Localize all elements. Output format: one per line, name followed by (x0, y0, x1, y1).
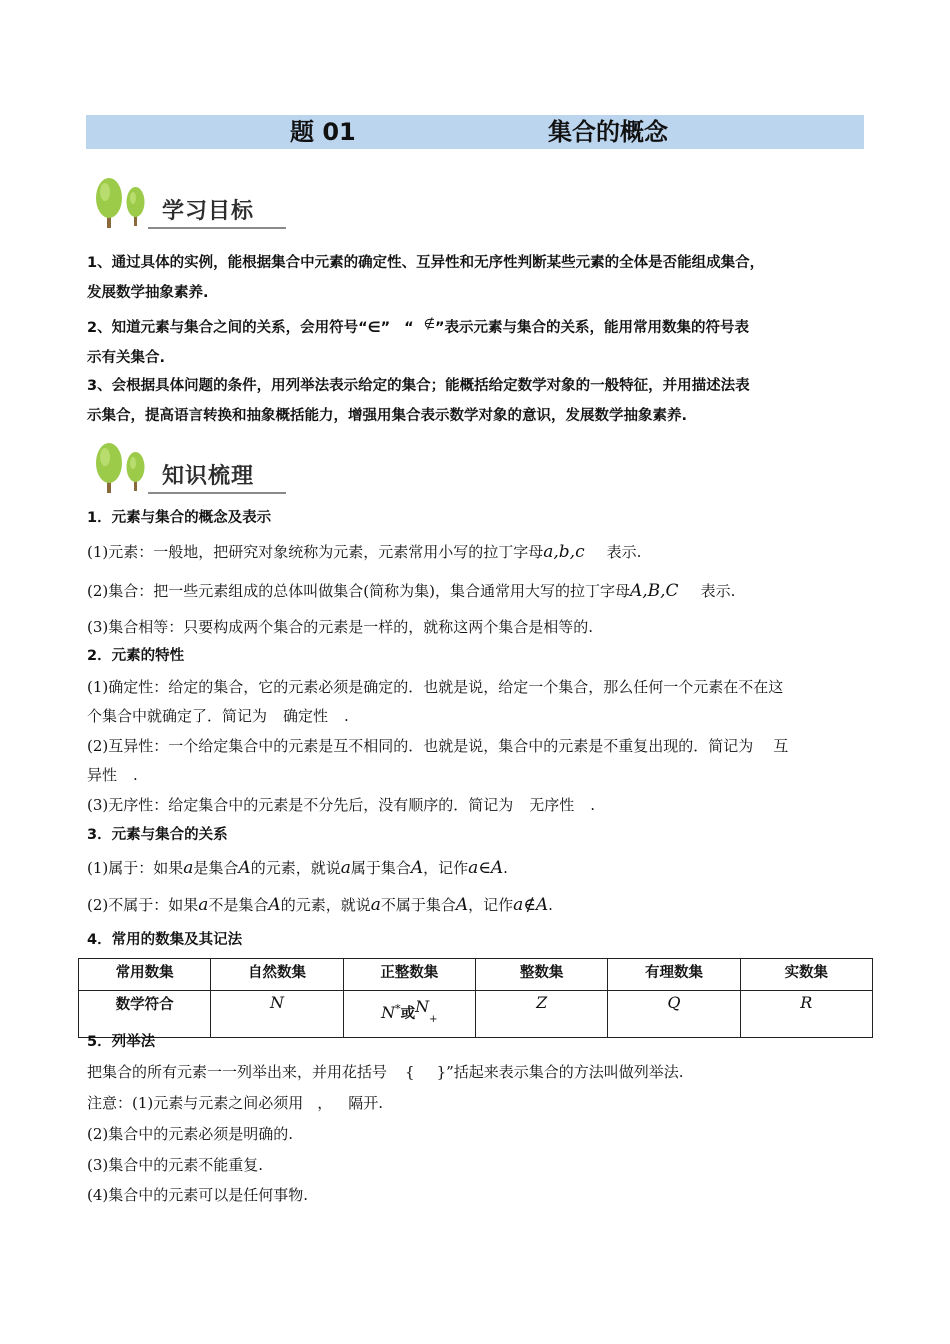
table-cell: 实数集 (740, 959, 872, 991)
heading-3: 3．元素与集合的关系 (87, 827, 228, 843)
goal-2-line-a: 2、知道元素与集合之间的关系，会用符号“∈” “ ∉”表示元素与集合的关系，能用常用数集的符号表 (87, 317, 750, 336)
goal-2 (87, 310, 877, 373)
section-goals-label: 学习目标 (162, 199, 255, 224)
k2-line-2a: (2)互异性：一个给定集合中的元素是互不相同的．也就是说，集合中的元素是不重复出现的．简记为 互 (87, 737, 789, 755)
heading-5: 5．列举法 (87, 1034, 156, 1050)
table-cell: N*或$N_+$ (343, 991, 475, 1038)
goal-3-line-a: 3、会根据具体问题的条件，用列举法表示给定的集合；能概括给定数学对象的一般特征，并用描述法表 (87, 378, 750, 394)
k5-line-1: 把集合的所有元素一一列举出来，并用花括号 { }”括起来表示集合的方法叫做列举法. (87, 1063, 684, 1081)
goal-3 (87, 371, 877, 431)
title-bar (86, 115, 864, 149)
heading-2: 2．元素的特性 (87, 648, 185, 664)
section-knowledge-label: 知识梳理 (162, 464, 255, 489)
table-cell: Q (608, 991, 740, 1038)
table-cell: 整数集 (475, 959, 607, 991)
goal-1-line-a: 1、通过具体的实例，能根据集合中元素的确定性、互异性和无序性判断某些元素的全体是否能组成集合， (87, 255, 765, 271)
section-goals-header (90, 172, 290, 232)
k2-line-3: (3)无序性：给定集合中的元素是不分先后，没有顺序的．简记为 无序性 . (87, 796, 596, 814)
table-cell: 有理数集 (608, 959, 740, 991)
k3-line-2: (2)不属于：如果a不是集合A的元素，就说a不属于集合A，记作a∉A. (87, 895, 553, 915)
goal-1 (87, 248, 877, 308)
k1-line-1: (1)元素：一般地，把研究对象统称为元素，元素常用小写的拉丁字母a,b,c 表示. (87, 542, 642, 562)
table-cell: 数学符合 (79, 991, 211, 1038)
tree-icon (90, 172, 160, 232)
table-cell: N (211, 991, 343, 1038)
heading-1: 1．元素与集合的概念及表示 (87, 510, 272, 526)
table-row (79, 991, 873, 1038)
goal-1-line-b: 发展数学抽象素养. (87, 285, 209, 301)
section-knowledge-header (90, 437, 290, 497)
page-title: 集合的概念 (548, 118, 668, 146)
k5-line-3: (2)集合中的元素必须是明确的. (87, 1125, 294, 1143)
k5-line-2: 注意：(1)元素与元素之间必须用 ， 隔开. (87, 1094, 384, 1112)
k2-line-2b: 异性 . (87, 766, 138, 784)
k3-line-1: (1)属于：如果a是集合A的元素，就说a属于集合A，记作a∈A. (87, 858, 508, 878)
tree-icon (90, 437, 160, 497)
table-cell: Z (475, 991, 607, 1038)
k2-line-1b: 个集合中就确定了．简记为 确定性 . (87, 707, 349, 725)
table-cell: 常用数集 (79, 959, 211, 991)
k5-line-4: (3)集合中的元素不能重复. (87, 1156, 264, 1174)
k5-line-5: (4)集合中的元素可以是任何事物. (87, 1186, 309, 1204)
topic-number: 题 01 (290, 118, 356, 146)
table-header-row (79, 959, 873, 991)
table-cell: R (740, 991, 872, 1038)
section-rule (148, 227, 286, 229)
k1-line-2: (2)集合：把一些元素组成的总体叫做集合(简称为集)，集合通常用大写的拉丁字母A,B,C 表示. (87, 581, 736, 601)
goal-3-line-b: 示集合，提高语言转换和抽象概括能力，增强用集合表示数学对象的意识，发展数学抽象素养. (87, 408, 688, 424)
goal-2-line-b: 示有关集合. (87, 350, 166, 366)
number-sets-table (78, 958, 873, 1038)
heading-4: 4．常用的数集及其记法 (87, 932, 243, 948)
k1-line-3: (3)集合相等：只要构成两个集合的元素是一样的，就称这两个集合是相等的. (87, 618, 594, 636)
section-rule (148, 492, 286, 494)
k2-line-1a: (1)确定性：给定的集合，它的元素必须是确定的．也就是说，给定一个集合，那么任何一个元素在不在这 (87, 678, 784, 696)
table-cell: 正整数集 (343, 959, 475, 991)
table-cell: 自然数集 (211, 959, 343, 991)
